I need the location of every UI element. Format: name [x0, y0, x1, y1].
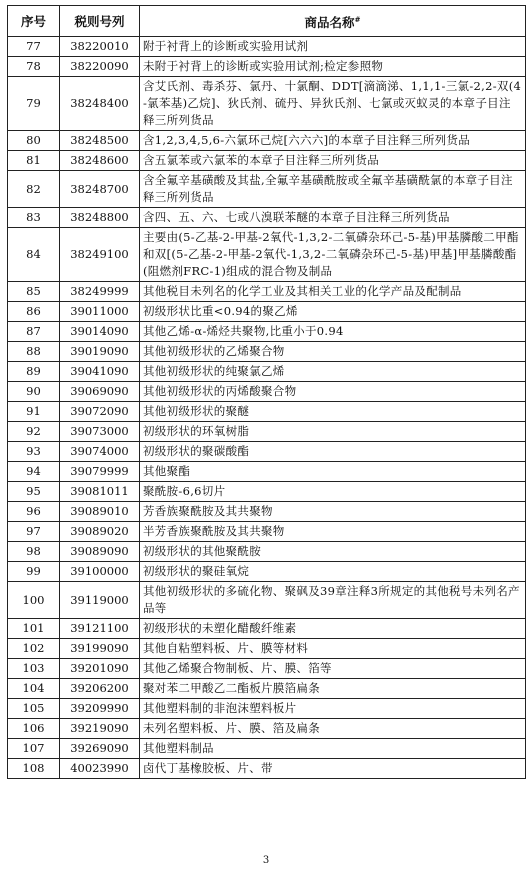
serial-no-cell: 78	[8, 57, 60, 77]
serial-no-cell: 81	[8, 151, 60, 171]
product-name-cell: 含1,2,3,4,5,6-六氯环己烷[六六六]的本章子目注释三所列货品	[140, 131, 526, 151]
product-name-cell: 其他初级形状的纯聚氯乙烯	[140, 362, 526, 382]
table-row	[8, 462, 526, 482]
tariff-code-cell: 38249999	[60, 282, 140, 302]
tariff-code-cell: 40023990	[60, 759, 140, 779]
table-row	[8, 582, 526, 619]
product-name-cell: 其他自粘塑料板、片、膜等材料	[140, 639, 526, 659]
product-name-cell: 其他聚酯	[140, 462, 526, 482]
tariff-code-cell: 39089010	[60, 502, 140, 522]
table-row	[8, 302, 526, 322]
tariff-code-cell: 38248600	[60, 151, 140, 171]
table-row	[8, 171, 526, 208]
product-name-cell: 含艾氏剂、毒杀芬、氯丹、十氯酮、DDT[滴滴涕、1,1,1-三氯-2,2-双(4-氯苯基)乙烷]、狄氏剂、硫丹、异狄氏剂、七氯或灭蚁灵的本章子目注释三所列货品	[140, 77, 526, 131]
serial-no-cell: 84	[8, 228, 60, 282]
header-note-mark: #	[354, 14, 361, 24]
table-row	[8, 639, 526, 659]
table-row	[8, 342, 526, 362]
header-product-name-label: 商品名称	[304, 15, 355, 31]
tariff-code-cell: 39011000	[60, 302, 140, 322]
table-row	[8, 228, 526, 282]
table-row	[8, 542, 526, 562]
table-row	[8, 482, 526, 502]
table-row	[8, 759, 526, 779]
serial-no-cell: 107	[8, 739, 60, 759]
tariff-table	[7, 5, 526, 779]
serial-no-cell: 86	[8, 302, 60, 322]
header-serial-no: 序号	[8, 6, 60, 37]
tariff-code-cell: 39074000	[60, 442, 140, 462]
serial-no-cell: 82	[8, 171, 60, 208]
serial-no-cell: 93	[8, 442, 60, 462]
serial-no-cell: 100	[8, 582, 60, 619]
table-row	[8, 442, 526, 462]
table-row	[8, 719, 526, 739]
table-row	[8, 382, 526, 402]
header-product-name	[140, 6, 526, 37]
serial-no-cell: 105	[8, 699, 60, 719]
tariff-code-cell: 38248700	[60, 171, 140, 208]
product-name-cell: 初级形状的聚碳酸酯	[140, 442, 526, 462]
tariff-code-cell: 39014090	[60, 322, 140, 342]
serial-no-cell: 91	[8, 402, 60, 422]
table-row	[8, 422, 526, 442]
table-row	[8, 131, 526, 151]
table-row	[8, 362, 526, 382]
serial-no-cell: 85	[8, 282, 60, 302]
table-row	[8, 502, 526, 522]
header-row	[8, 6, 526, 37]
tariff-code-cell: 39072090	[60, 402, 140, 422]
tariff-code-cell: 39199090	[60, 639, 140, 659]
tariff-code-cell: 39100000	[60, 562, 140, 582]
product-name-cell: 初级形状的聚硅氧烷	[140, 562, 526, 582]
serial-no-cell: 96	[8, 502, 60, 522]
serial-no-cell: 95	[8, 482, 60, 502]
serial-no-cell: 88	[8, 342, 60, 362]
table-row	[8, 699, 526, 719]
tariff-code-cell: 38248800	[60, 208, 140, 228]
product-name-cell: 聚酰胺-6,6切片	[140, 482, 526, 502]
tariff-code-cell: 39069090	[60, 382, 140, 402]
tariff-code-cell: 39019090	[60, 342, 140, 362]
tariff-code-cell: 39209990	[60, 699, 140, 719]
serial-no-cell: 99	[8, 562, 60, 582]
table-row	[8, 37, 526, 57]
product-name-cell: 其他乙烯聚合物制板、片、膜、箔等	[140, 659, 526, 679]
table-row	[8, 282, 526, 302]
product-name-cell: 其他初级形状的丙烯酸聚合物	[140, 382, 526, 402]
product-name-cell: 含全氟辛基磺酸及其盐,全氟辛基磺酰胺或全氟辛基磺酰氯的本章子目注释三所列货品	[140, 171, 526, 208]
product-name-cell: 初级形状的环氧树脂	[140, 422, 526, 442]
table-row	[8, 522, 526, 542]
serial-no-cell: 79	[8, 77, 60, 131]
table-row	[8, 659, 526, 679]
table-row	[8, 322, 526, 342]
serial-no-cell: 98	[8, 542, 60, 562]
product-name-cell: 其他乙烯-α-烯烃共聚物,比重小于0.94	[140, 322, 526, 342]
serial-no-cell: 102	[8, 639, 60, 659]
product-name-cell: 初级形状的其他聚酰胺	[140, 542, 526, 562]
table-body	[8, 37, 526, 779]
header-tariff-code: 税则号列	[60, 6, 140, 37]
table-row	[8, 679, 526, 699]
table-header	[8, 6, 526, 37]
table-row	[8, 562, 526, 582]
tariff-code-cell: 39269090	[60, 739, 140, 759]
table-row	[8, 57, 526, 77]
product-name-cell: 半芳香族聚酰胺及其共聚物	[140, 522, 526, 542]
serial-no-cell: 87	[8, 322, 60, 342]
serial-no-cell: 97	[8, 522, 60, 542]
serial-no-cell: 83	[8, 208, 60, 228]
tariff-code-cell: 39073000	[60, 422, 140, 442]
serial-no-cell: 89	[8, 362, 60, 382]
table-row	[8, 208, 526, 228]
serial-no-cell: 104	[8, 679, 60, 699]
tariff-code-cell: 39041090	[60, 362, 140, 382]
tariff-code-cell: 38220010	[60, 37, 140, 57]
product-name-cell: 含五氯苯或六氯苯的本章子目注释三所列货品	[140, 151, 526, 171]
tariff-code-cell: 39201090	[60, 659, 140, 679]
product-name-cell: 含四、五、六、七或八溴联苯醚的本章子目注释三所列货品	[140, 208, 526, 228]
product-name-cell: 其他初级形状的多硫化物、聚砜及39章注释3所规定的其他税号未列名产品等	[140, 582, 526, 619]
tariff-code-cell: 39089090	[60, 542, 140, 562]
tariff-code-cell: 38248400	[60, 77, 140, 131]
serial-no-cell: 103	[8, 659, 60, 679]
product-name-cell: 主要由(5-乙基-2-甲基-2氧代-1,3,2-二氧磷杂环己-5-基)甲基膦酸二甲酯和双[(5-乙基-2-甲基-2氧代-1,3,2-二氧磷杂环己-5-基)甲基]甲基膦酸酯(阻燃剂FRC-1)组成的混合物及制品	[140, 228, 526, 282]
tariff-code-cell: 38248500	[60, 131, 140, 151]
product-name-cell: 未附于衬背上的诊断或实验用试剂;检定参照物	[140, 57, 526, 77]
table-row	[8, 77, 526, 131]
product-name-cell: 附于衬背上的诊断或实验用试剂	[140, 37, 526, 57]
tariff-code-cell: 38249100	[60, 228, 140, 282]
table-row	[8, 151, 526, 171]
page-number: 3	[262, 855, 270, 866]
product-name-cell: 其他塑料制的非泡沫塑料板片	[140, 699, 526, 719]
serial-no-cell: 80	[8, 131, 60, 151]
product-name-cell: 其他塑料制品	[140, 739, 526, 759]
tariff-code-cell: 39081011	[60, 482, 140, 502]
product-name-cell: 其他初级形状的聚醚	[140, 402, 526, 422]
serial-no-cell: 108	[8, 759, 60, 779]
serial-no-cell: 90	[8, 382, 60, 402]
product-name-cell: 初级形状比重<0.94的聚乙烯	[140, 302, 526, 322]
tariff-code-cell: 39121100	[60, 619, 140, 639]
serial-no-cell: 106	[8, 719, 60, 739]
tariff-code-cell: 39119000	[60, 582, 140, 619]
tariff-code-cell: 39089020	[60, 522, 140, 542]
serial-no-cell: 77	[8, 37, 60, 57]
serial-no-cell: 92	[8, 422, 60, 442]
table-row	[8, 402, 526, 422]
serial-no-cell: 101	[8, 619, 60, 639]
product-name-cell: 聚对苯二甲酸乙二酯板片膜箔扁条	[140, 679, 526, 699]
tariff-code-cell: 39079999	[60, 462, 140, 482]
tariff-code-cell: 38220090	[60, 57, 140, 77]
product-name-cell: 初级形状的未塑化醋酸纤维素	[140, 619, 526, 639]
serial-no-cell: 94	[8, 462, 60, 482]
product-name-cell: 卤代丁基橡胶板、片、带	[140, 759, 526, 779]
product-name-cell: 其他税目未列名的化学工业及其相关工业的化学产品及配制品	[140, 282, 526, 302]
tariff-code-cell: 39206200	[60, 679, 140, 699]
table-row	[8, 619, 526, 639]
tariff-code-cell: 39219090	[60, 719, 140, 739]
table-row	[8, 739, 526, 759]
product-name-cell: 芳香族聚酰胺及其共聚物	[140, 502, 526, 522]
product-name-cell: 未列名塑料板、片、膜、箔及扁条	[140, 719, 526, 739]
product-name-cell: 其他初级形状的乙烯聚合物	[140, 342, 526, 362]
